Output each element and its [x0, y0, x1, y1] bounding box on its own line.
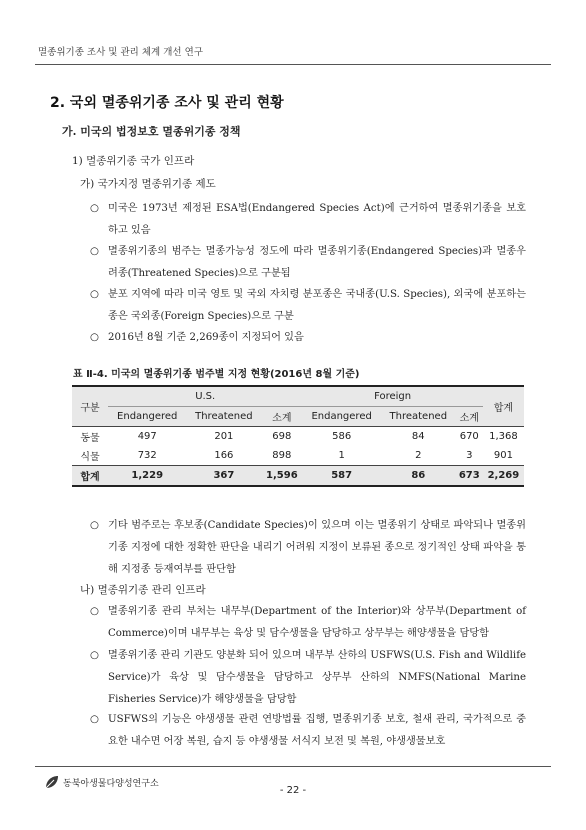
table-cell: 2,269 — [483, 466, 524, 487]
bullet-text: 미국은 1973년 제정된 ESA법(Endangered Species Act)에 근거하여 멸종위기종을 보호하고 있음 — [108, 203, 526, 236]
table-cell: 673 — [456, 466, 483, 487]
table-header-foreign: Foreign — [302, 386, 482, 407]
table-subheader: Threatened — [381, 407, 456, 427]
bullet-mark: ○ — [90, 203, 99, 214]
row-label: 합계 — [72, 466, 108, 487]
bullet-text: 분포 지역에 따라 미국 영토 및 국외 자치령 분포종은 국내종(U.S. Species), 외국에 분포하는 종은 국외종(Foreign Species)으로 구분 — [108, 289, 526, 322]
item-heading-1: 1) 멸종위기종 국가 인프라 — [72, 155, 195, 167]
institute-name: 동북아생물다양성연구소 — [63, 778, 159, 789]
table-cell: 86 — [381, 466, 456, 487]
species-table — [72, 385, 524, 487]
table-cell: 732 — [137, 450, 157, 461]
table-subheader: Threatened — [186, 407, 261, 427]
table-row — [72, 446, 524, 466]
table-subheader: Endangered — [302, 407, 380, 427]
sub-title: 가. 미국의 법정보호 멸종위기종 정책 — [62, 125, 241, 138]
item-heading-1a: 가) 국가지정 멸종위기종 제도 — [80, 178, 216, 190]
bullet-item — [90, 645, 526, 711]
bullet-item — [90, 327, 526, 349]
table-header-total: 합계 — [483, 386, 524, 427]
bullet-text: 멸종위기종 관리 부처는 내무부(Department of the Interior)와 상무부(Department of Commerce)이며 내무부는 육상 및 담수생물을 담당하고 상무부는 해양생물을 담당함 — [108, 606, 526, 639]
table-cell: 587 — [302, 466, 380, 487]
table-cell: 2 — [415, 450, 422, 461]
bullet-text: 멸종위기종 관리 기관도 양분화 되어 있으며 내무부 산하의 USFWS(U.S. Fish and Wildlife Service)가 육상 및 담수생물을 담당하고 상무부 산하의 NMFS(National Marine Fisheries Service)가 해양생물을 담당함 — [108, 650, 526, 705]
table-cell: 901 — [493, 450, 513, 461]
table-subheader: Endangered — [108, 407, 186, 427]
table-total-row — [72, 466, 524, 487]
item-heading-1b: 나) 멸종위기종 관리 인프라 — [80, 584, 206, 596]
bullet-item — [90, 284, 526, 328]
table-header-us: U.S. — [108, 386, 302, 407]
bullet-mark: ○ — [90, 332, 99, 343]
table-header-group: 구분 — [72, 386, 108, 427]
table-subheader: 소계 — [456, 407, 483, 427]
bullet-mark: ○ — [90, 714, 99, 725]
table-cell: 1,596 — [261, 466, 302, 487]
bullet-mark: ○ — [90, 650, 99, 661]
bullet-mark: ○ — [90, 520, 99, 531]
footer-rule — [35, 766, 551, 767]
bullet-text: USFWS의 기능은 야생생물 관련 연방법률 집행, 멸종위기종 보호, 철새 관리, 국가적으로 중요한 내수면 어장 복원, 습지 등 야생생물 서식지 보전 및 복원, 야생생물보호 — [108, 714, 526, 747]
table-row — [72, 427, 524, 447]
table-cell: 84 — [411, 431, 425, 442]
header-rule — [35, 64, 551, 65]
bullet-item — [90, 601, 526, 645]
table-cell: 367 — [186, 466, 261, 487]
table-cell: 898 — [272, 450, 292, 461]
table-cell: 201 — [214, 431, 234, 442]
table-cell: 166 — [214, 450, 234, 461]
table-caption: 표 Ⅱ-4. 미국의 멸종위기종 범주별 지정 현황(2016년 8월 기준) — [73, 369, 360, 380]
table-cell: 497 — [137, 431, 157, 442]
bullet-mark: ○ — [90, 246, 99, 257]
table-cell: 670 — [459, 431, 479, 442]
table-cell: 698 — [272, 431, 292, 442]
bullet-item — [90, 198, 526, 242]
bullet-item — [90, 709, 526, 753]
bullet-item — [90, 241, 526, 285]
page-number: - 22 - — [279, 785, 307, 796]
bullet-mark: ○ — [90, 606, 99, 617]
table-cell: 1,229 — [108, 466, 186, 487]
row-label: 동물 — [80, 433, 100, 444]
table-cell: 1 — [338, 450, 345, 461]
table-subheader: 소계 — [261, 407, 302, 427]
section-title: 2. 국외 멸종위기종 조사 및 관리 현황 — [50, 95, 284, 111]
bullet-mark: ○ — [90, 289, 99, 300]
table-cell: 1,368 — [489, 431, 518, 442]
bullet-text: 2016년 8월 기준 2,269종이 지정되어 있음 — [108, 332, 304, 343]
row-label: 식물 — [80, 452, 100, 463]
running-header: 멸종위기종 조사 및 관리 체계 개선 연구 — [38, 47, 203, 58]
bullet-text: 기타 범주로는 후보종(Candidate Species)이 있으며 이는 멸종위기 상태로 파악되나 멸종위기종 지정에 대한 정확한 판단을 내리기 어려워 지정이 보류된 종으로 정기적인 상태 파악을 통해 지정종 등재여부를 판단함 — [108, 520, 526, 575]
bullet-item — [90, 515, 526, 581]
bullet-text: 멸종위기종의 범주는 멸종가능성 정도에 따라 멸종위기종(Endangered Species)과 멸종우려종(Threatened Species)으로 구분됨 — [108, 246, 526, 279]
table-cell: 586 — [332, 431, 352, 442]
table-cell: 3 — [466, 450, 473, 461]
